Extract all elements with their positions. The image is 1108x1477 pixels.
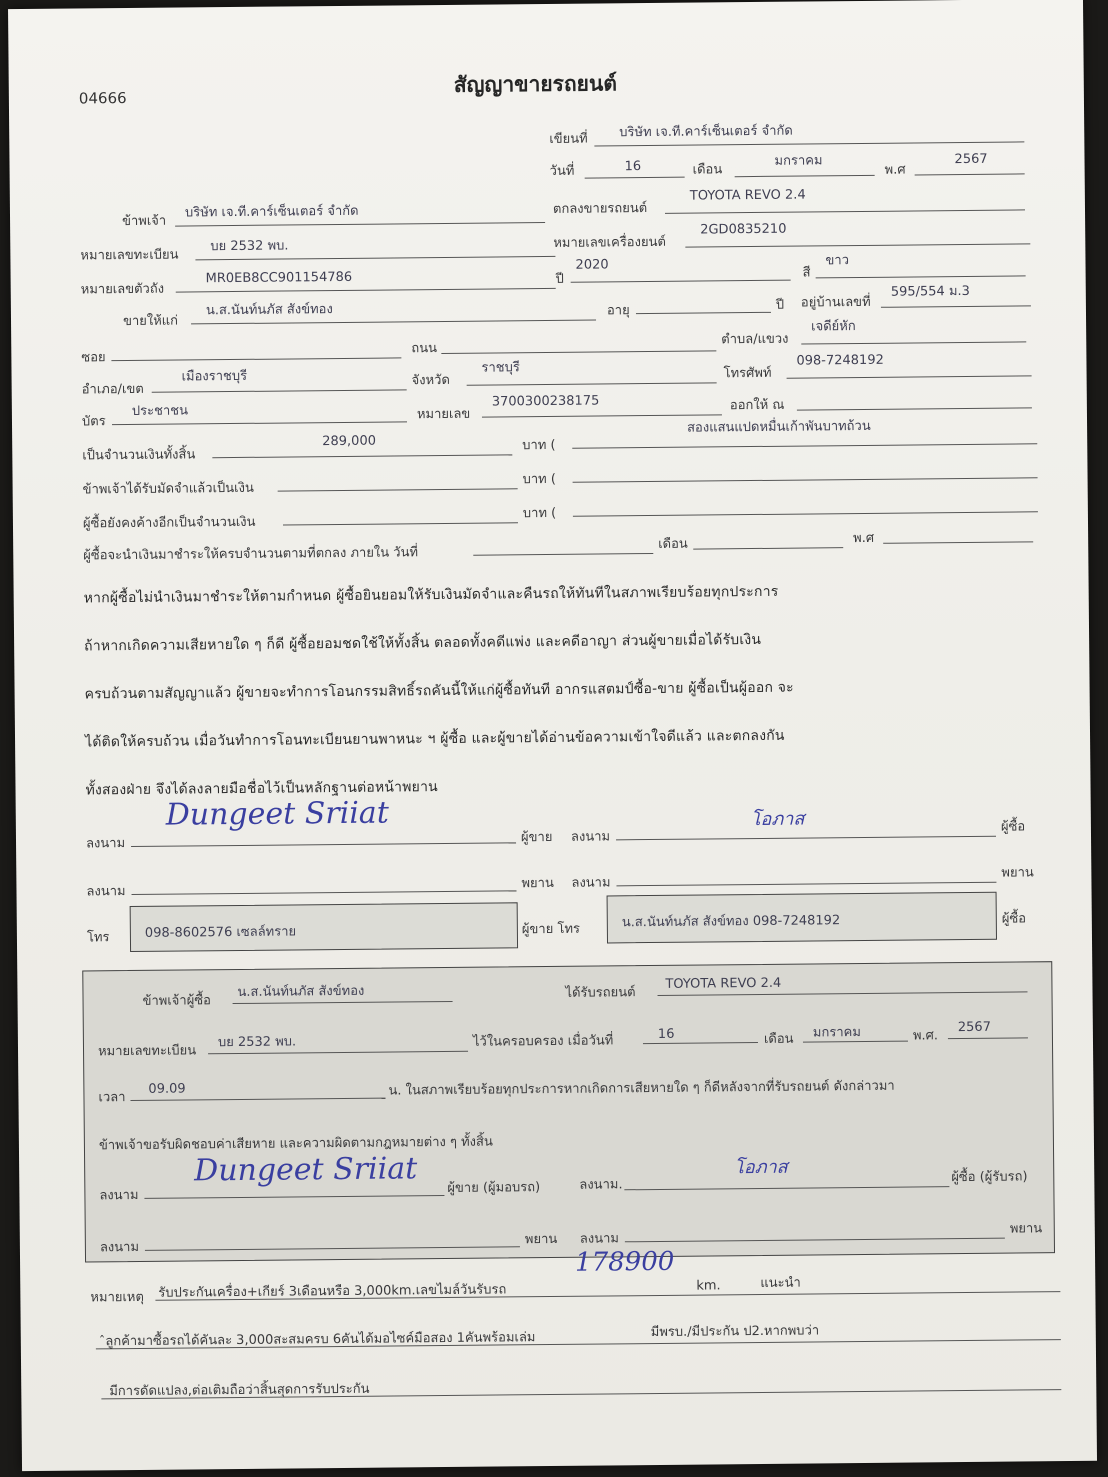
buyer-phone-info: น.ส.นันท์นภัส สังข์ทอง 098-7248192 xyxy=(621,913,841,931)
buyer-sign-label: ลงนาม xyxy=(570,829,611,845)
buyer-receive-label: ผู้ซื้อ (ผู้รับรถ) xyxy=(951,1169,1028,1186)
buyer-label: ผู้ซื้อ xyxy=(1000,819,1026,835)
receipt-buyer-label: ข้าพเจ้าผู้ซื้อ xyxy=(142,993,211,1009)
buyer-phone: 098-7248192 xyxy=(796,352,884,369)
total-words: สองแสนแปดหมื่นเก้าพันบาทถ้วน xyxy=(687,418,871,436)
soi-label: ซอย xyxy=(81,350,106,366)
total-baht-label: บาท ( xyxy=(522,437,556,454)
subdistrict-value: เจดีย์หัก xyxy=(811,319,856,335)
reg-label: หมายเลขทะเบียน xyxy=(80,247,179,264)
receipt-buyer-signature: โอภาส xyxy=(734,1156,788,1179)
phone-label: โทรศัพท์ xyxy=(723,365,772,382)
district-value: เมืองราชบุรี xyxy=(181,368,248,385)
terms-line-2: ถ้าหากเกิดความเสียหายใด ๆ ก็ดี ผู้ซื้อยอมชดใช้ให้ทั้งสิ้น ตลอดทั้งคดีแพ่ง และคดีอาญา ส่วนผู้ขายเมื่อได้รับเงิน xyxy=(84,631,762,655)
mileage-handwritten: 178900 xyxy=(574,1246,675,1278)
terms-line-4: ได้ติดให้ครบถ้วน เมื่อวันทำการโอนทะเบียนยานพาหนะ ฯ ผู้ซื้อ และผู้ขายได้อ่านข้อความเข้าใจดีแล้ว และตกลงกัน xyxy=(84,727,785,751)
receipt-car-model: TOYOTA REVO 2.4 xyxy=(665,975,782,992)
card-label: บัตร xyxy=(81,414,106,430)
buyer-phone-label: ผู้ซื้อ xyxy=(1001,911,1027,927)
receipt-witness2-sign-label: ลงนาม xyxy=(579,1231,620,1247)
card-no-label: หมายเลข xyxy=(416,406,471,423)
witness1-sign-label: ลงนาม xyxy=(86,884,126,900)
seller-name: บริษัท เจ.ที.คาร์เซ็นเตอร์ จำกัด xyxy=(184,203,359,221)
mileage-unit: km. xyxy=(696,1278,721,1294)
receipt-reg-label: หมายเลขทะเบียน xyxy=(97,1043,197,1060)
buyer-signature: โอภาส xyxy=(750,808,805,831)
year-label: พ.ศ xyxy=(884,162,906,178)
total-label: เป็นจำนวนเงินทั้งสิ้น xyxy=(82,447,196,464)
age-unit: ปี xyxy=(775,297,785,313)
receipt-year: 2567 xyxy=(957,1019,992,1036)
remarks-line-1: รับประกันเครื่อง+เกียร์ 3เดือนหรือ 3,000km.เลขไมล์วันรับรถ xyxy=(158,1282,507,1301)
receipt-month-label: เดือน xyxy=(763,1031,794,1047)
page-title: สัญญาขายรถยนต์ xyxy=(453,71,618,97)
receipt-day: 16 xyxy=(657,1026,675,1042)
car-model: TOYOTA REVO 2.4 xyxy=(689,187,806,204)
vehicle-year-label: ปี xyxy=(555,271,564,287)
seller-signature: Dungeet Sriiat xyxy=(165,795,389,833)
month-label: เดือน xyxy=(692,162,723,178)
seller-i-label: ข้าพเจ้า xyxy=(121,213,167,230)
total-amount: 289,000 xyxy=(322,433,377,450)
issued-label: ออกให้ ณ xyxy=(729,397,785,414)
agree-sell-label: ตกลงขายรถยนต์ xyxy=(552,201,648,217)
written-at-label: เขียนที่ xyxy=(549,131,588,147)
road-label: ถนน xyxy=(411,341,438,357)
sell-to-label: ขายให้แก่ xyxy=(122,313,179,330)
vehicle-year: 2020 xyxy=(575,257,609,273)
color-label: สี xyxy=(802,265,811,281)
receipt-seller-sign-label: ลงนาม xyxy=(99,1187,139,1204)
province-value: ราชบุรี xyxy=(481,360,520,376)
remarks-line-3: มีการดัดแปลง,ต่อเติมถือว่าสิ้นสุดการรับประกัน xyxy=(109,1381,370,1400)
balance-baht-label: บาท ( xyxy=(522,505,557,522)
subdistrict-label: ตำบล/แขวง xyxy=(721,331,789,348)
remarks-line-2: ˆลูกค้ามาซื้อรถได้คันละ 3,000สะสมครบ 6คันได้มอไซค์มือสอง 1คันพร้อมเล่ม xyxy=(98,1330,536,1350)
province-label: จังหวัด xyxy=(411,372,450,389)
reg-no: บย 2532 พบ. xyxy=(210,238,289,255)
receipt-witness1-label: พยาน xyxy=(524,1231,558,1248)
due-month-label: เดือน xyxy=(658,536,688,552)
seller-deliver-label: ผู้ขาย (ผู้มอบรถ) xyxy=(447,1180,541,1196)
month-value: มกราคม xyxy=(774,153,823,169)
buyer-name: น.ส.นันท์นภัส สังข์ทอง xyxy=(205,302,333,319)
year-value: 2567 xyxy=(954,151,988,168)
seller-sign-label: ลงนาม xyxy=(85,836,126,852)
time-suffix: น. ในสภาพเรียบร้อยทุกประการหากเกิดการเสียหายใด ๆ ก็ดีหลังจากที่รับรถยนต์ ดังกล่าวมา xyxy=(388,1078,895,1099)
deposit-baht-label: บาท ( xyxy=(522,471,556,488)
terms-line-3: ครบถ้วนตามสัญญาแล้ว ผู้ขายจะทำการโอนกรรมสิทธิ์รถคันนี้ให้แก่ผู้ซื้อทันที อากรแสตมป์ซื้อ-ขาย ผู้ซื้อเป็นผู้ออก จะ xyxy=(84,679,794,703)
seller-phone-label: ผู้ขาย โทร xyxy=(521,921,581,938)
chassis-no: MR0EB8CC901154786 xyxy=(205,269,353,287)
witness2-sign-label: ลงนาม xyxy=(571,875,611,891)
vehicle-color: ขาว xyxy=(825,253,850,269)
seller-label: ผู้ขาย xyxy=(520,829,553,846)
receipt-received-label: ได้รับรถยนต์ xyxy=(565,985,636,1001)
recommend-label: แนะนำ xyxy=(760,1275,801,1291)
terms-line-5: ทั้งสองฝ่าย จึงได้ลงลายมือชื่อไว้เป็นหลักฐานต่อหน้าพยาน xyxy=(85,779,438,799)
engine-label: หมายเลขเครื่องยนต์ xyxy=(553,234,666,251)
vehicle-receipt-box xyxy=(82,961,1055,1262)
phone-row-label: โทร xyxy=(86,930,110,946)
card-no: 3700300238175 xyxy=(491,393,600,410)
chassis-label: หมายเลขตัวถัง xyxy=(80,281,165,298)
receipt-time: 09.09 xyxy=(148,1081,186,1097)
address-label: อยู่บ้านเลขที่ xyxy=(800,294,871,311)
possession-label: ไว้ในครอบครอง เมื่อวันที่ xyxy=(472,1033,614,1050)
remarks-label: หมายเหตุ xyxy=(90,1289,144,1306)
card-type: ประชาชน xyxy=(131,403,189,419)
liability-text: ข้าพเจ้าขอรับผิดชอบค่าเสียหาย และความผิดตามกฎหมายต่าง ๆ ทั้งสิ้น xyxy=(98,1134,493,1154)
district-label: อำเภอ/เขต xyxy=(81,381,144,398)
receipt-seller-signature: Dungeet Sriiat xyxy=(194,1151,418,1189)
time-label: เวลา xyxy=(98,1090,126,1106)
receipt-witness2-label: พยาน xyxy=(1009,1221,1043,1237)
receipt-witness1-sign-label: ลงนาม xyxy=(99,1239,140,1256)
receipt-reg-no: บย 2532 พบ. xyxy=(217,1034,297,1051)
receipt-buyer-name: น.ส.นันท์นภัส สังข์ทอง xyxy=(237,983,365,1001)
witness2-label: พยาน xyxy=(1001,865,1034,881)
date-day: 16 xyxy=(624,159,642,175)
terms-line-1: หากผู้ซื้อไม่นำเงินมาชำระให้ตามกำหนด ผู้ซื้อยินยอมให้รับเงินมัดจำและคืนรถให้ทันทีในสภาพเรียบร้อยทุกประการ xyxy=(83,583,779,607)
witness1-label: พยาน xyxy=(521,875,554,892)
remarks-line-2b: มีพรบ./มีประกัน ป2.หากพบว่า xyxy=(650,1323,820,1341)
serial-number: 04666 xyxy=(78,89,127,108)
address-no: 595/554 ม.3 xyxy=(890,283,970,300)
deposit-label: ข้าพเจ้าได้รับมัดจำแล้วเป็นเงิน xyxy=(82,480,254,498)
seller-phone: 098-8602576 เซลล์ทราย xyxy=(144,924,297,941)
engine-no: 2GD0835210 xyxy=(700,221,787,238)
age-label: อายุ xyxy=(606,303,630,319)
due-year-label: พ.ศ xyxy=(853,530,875,547)
contract-sheet xyxy=(8,0,1097,1471)
receipt-month: มกราคม xyxy=(812,1025,861,1041)
written-at-value: บริษัท เจ.ที.คาร์เซ็นเตอร์ จำกัด xyxy=(619,123,793,141)
balance-label: ผู้ซื้อยังคงค้างอีกเป็นจำนวนเงิน xyxy=(82,514,256,532)
due-label: ผู้ซื้อจะนำเงินมาชำระให้ครบจำนวนตามที่ตกลง ภายใน วันที่ xyxy=(83,545,419,564)
receipt-buyer-sign-label: ลงนาม. xyxy=(579,1177,623,1193)
date-label: วันที่ xyxy=(549,163,575,179)
receipt-year-label: พ.ศ. xyxy=(912,1028,939,1044)
